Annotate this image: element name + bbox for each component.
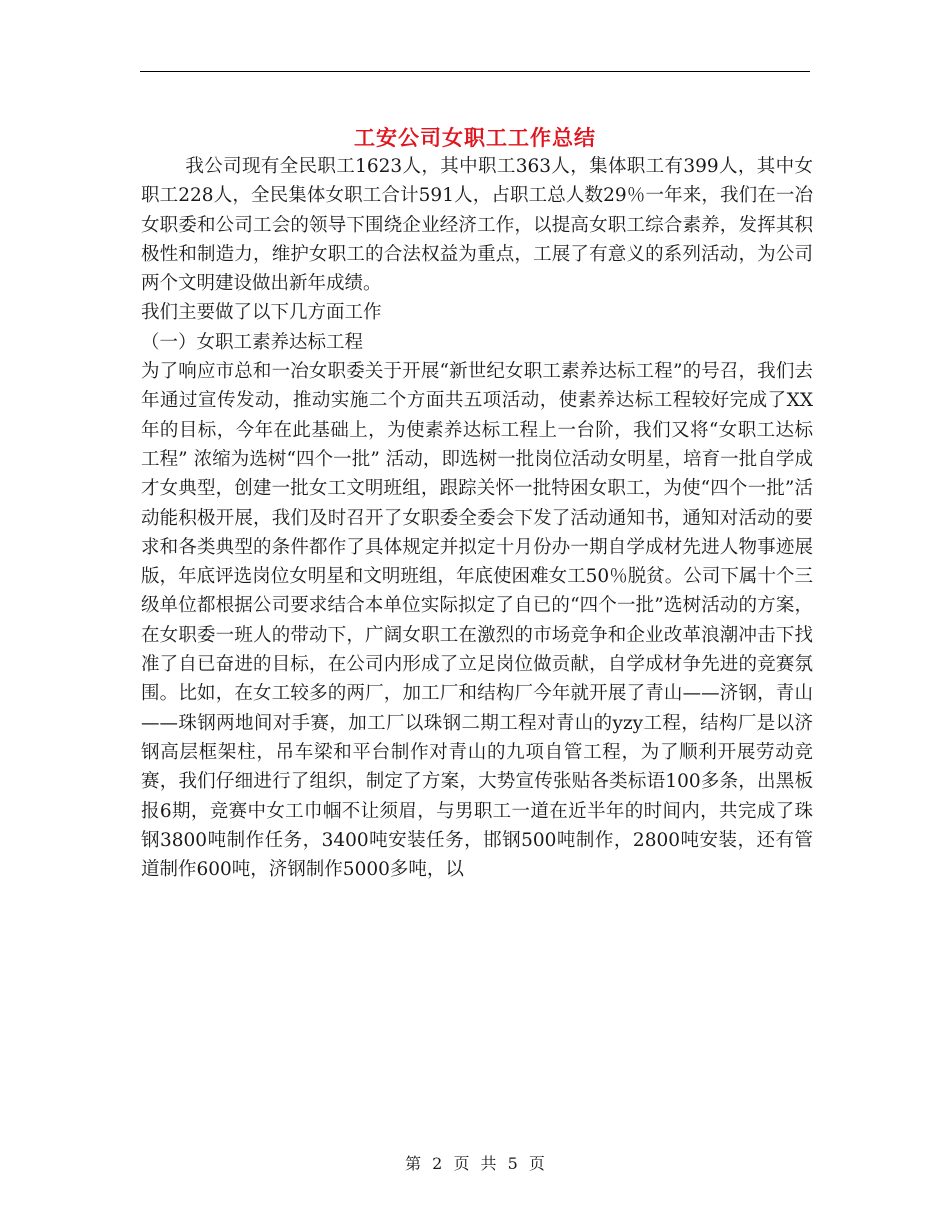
section-heading: （一）女职工素养达标工程: [141, 331, 364, 353]
body-paragraph-overview: 我们主要做了以下几方面工作: [141, 302, 382, 324]
page-number-footer: 第 2 页 共 5 页: [405, 1154, 545, 1173]
body-paragraph-intro: 我公司现有全民职工1623人，其中职工363人，集体职工有399人，其中女职工228人，全民集体女职工合计591人，占职工总人数29％一年来，我们在一冶女职委和公司工会的领导下围绕企业经济工作，以提高女职工综合素养，发挥其积极性和制造力，维护女职工的合法权益为重点，工展了有意义的系列活动，为公司两个文明建设做出新年成绩。: [141, 156, 813, 295]
document-title: 工安公司女职工工作总结: [354, 126, 596, 151]
header-rule: [140, 71, 810, 72]
document-body: [141, 152, 813, 884]
body-paragraph-main: 为了响应市总和一冶女职委关于开展“新世纪女职工素养达标工程”的号召，我们去年通过宣传发动，推动实施二个方面共五项活动，使素养达标工程较好完成了XX年的目标，今年在此基础上，为使素养达标工程上一台阶，我们又将“女职工达标工程” 浓缩为选树“四个一批” 活动，即选树一批岗位活动女明星，培育一批自学成才女典型，创建一批女工文明班组，跟踪关怀一批特困女职工，为使“四个一批”活动能积极开展，我们及时召开了女职委全委会下发了活动通知书，通知对活动的要求和各类典型的条件都作了具体规定并拟定十月份办一期自学成材先进人物事迹展版，年底评选岗位女明星和文明班组，年底使困难女工50％脱贫。公司下属十个三级单位都根据公司要求结合本单位实际拟定了自已的“四个一批”选树活动的方案，在女职委一班人的带动下，广阔女职工在激烈的市场竞争和企业改革浪潮冲击下找准了自已奋进的目标，在公司内形成了立足岗位做贡献，自学成材争先进的竞赛氛围。比如，在女工较多的两厂，加工厂和结构厂今年就开展了青山——济钢，青山——珠钢两地间对手赛，加工厂以珠钢二期工程对青山的yzy工程，结构厂是以济钢高层框架柱，吊车梁和平台制作对青山的九项自管工程，为了顺利开展劳动竞赛，我们仔细进行了组织，制定了方案，大势宣传张贴各类标语100多条，出黑板报6期，竞赛中女工巾帼不让须眉，与男职工一道在近半年的时间内，共完成了珠钢3800吨制作任务，3400吨安装任务，邯钢500吨制作，2800吨安装，还有管道制作600吨，济钢制作5000多吨，以: [141, 361, 813, 881]
